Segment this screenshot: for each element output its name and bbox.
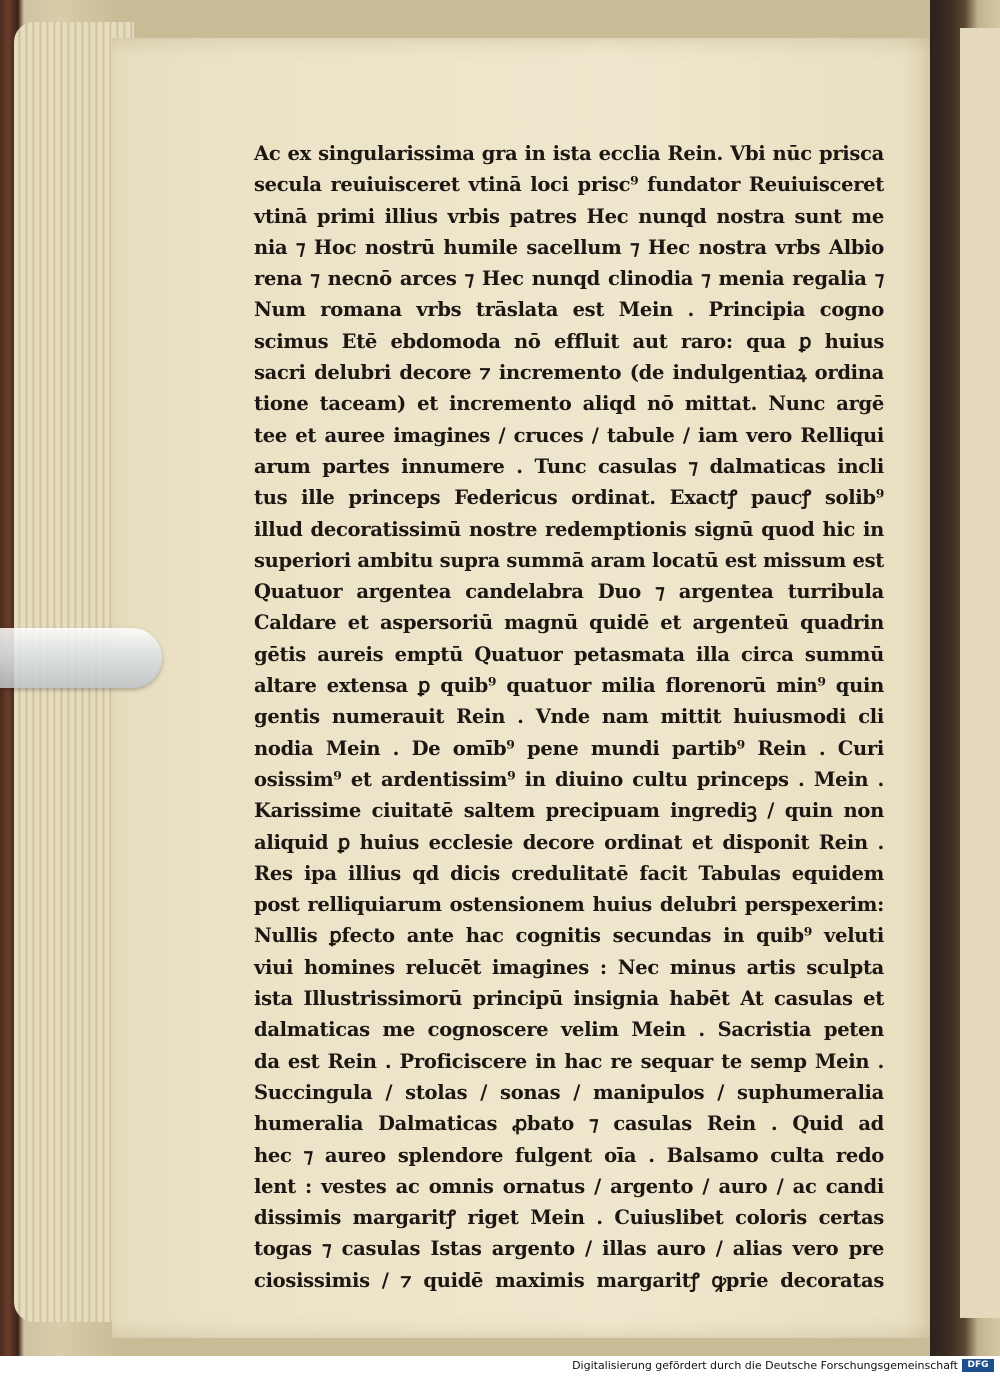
text-line: post relliquiarum ostensionem huius delubri perspexerim: [254, 893, 884, 917]
text-line: nodia Mein . De omīb⁹ pene mundi partib⁹ Rein . Curi [254, 736, 884, 760]
text-line: scimus Etē ebdomoda nō effluit aut raro: qua ꝑ huius [254, 329, 884, 353]
text-line: gentis numerauit Rein . Vnde nam mittit huiusmodi cli [254, 705, 884, 729]
text-line: da est Rein . Proficiscere in hac re sequar te semp Mein . [254, 1049, 884, 1073]
text-line: ista Illustrissimorū principū insignia habēt At casulas et [254, 987, 884, 1011]
text-line: tione taceam) et incremento aliqd nō mittat. Nunc argē [254, 392, 884, 416]
text-line: humeralia Dalmaticas ꝓbato ⁊ casulas Rein . Quid ad [254, 1112, 884, 1136]
text-line: lent : vestes ac omnis ornatus / argento / auro / ac candi [254, 1174, 884, 1198]
text-line: rena ⁊ necnō arces ⁊ Hec nunqd clinodia ⁊ menia regalia ⁊ [254, 267, 884, 291]
footer-bar [0, 1356, 1000, 1376]
text-line: Karissime ciuitatē saltem precipuam ingrediꝫ / quin non [254, 799, 884, 823]
text-line: tus ille princeps Federicus ordinat. Exactꝭ paucꝭ solib⁹ [254, 486, 884, 510]
text-line: hec ⁊ aureo splendore fulgent oīa . Balsamo culta redo [254, 1143, 884, 1167]
text-line: ciosissimis / ⁊ quidē maximis margaritꝭ ꝙprie decoratas [254, 1268, 884, 1292]
dfg-logo: DFG [962, 1359, 994, 1372]
text-line: altare extensa ꝑ quib⁹ quatuor milia florenorū min⁹ quin [254, 674, 884, 698]
text-line: secula reuiuisceret vtinā loci prisc⁹ fundator Reuiuisceret [254, 173, 884, 197]
text-line: sacri delubri decore ⁊ incremento (de indulgentiaꝝ ordina [254, 361, 884, 385]
text-line: aliquid ꝑ huius ecclesie decore ordinat et disponit Rein . [254, 830, 884, 854]
text-line: Nullis ꝑfecto ante hac cognitis secundas in quib⁹ veluti [254, 924, 884, 948]
page-holder-clip [0, 628, 162, 688]
text-line: Caldare et aspersoriū magnū quidē et argenteū quadrin [254, 611, 884, 635]
text-line: nia ⁊ Hoc nostrū humile sacellum ⁊ Hec nostra vrbs Albio [254, 235, 884, 259]
text-line: Quatuor argentea candelabra Duo ⁊ argentea turribula [254, 580, 884, 604]
text-line: vtinā primi illius vrbis patres Hec nunqd nostra sunt me [254, 204, 884, 228]
text-line: dalmaticas me cognoscere velim Mein . Sacristia peten [254, 1018, 884, 1042]
text-line: Res ipa illius qd dicis credulitatē facit Tabulas equidem [254, 861, 884, 885]
text-line: gētis aureis emptū Quatuor petasmata illa circa summū [254, 642, 884, 666]
text-line: Num romana vrbs trāslata est Mein . Principia cogno [254, 298, 884, 322]
text-line: Ac ex singularissima gra in ista ecclia Rein. Vbi nūc prisca [254, 142, 884, 165]
text-line: tee et auree imagines / cruces / tabule / iam vero Relliqui [254, 423, 884, 447]
printed-text-block [254, 138, 884, 1296]
text-line: osissim⁹ et ardentissim⁹ in diuino cultu princeps . Mein . [254, 767, 884, 791]
text-line: viui homines relucēt imagines : Nec minus artis sculpta [254, 955, 884, 979]
text-line: illud decoratissimū nostre redemptionis signū quod hic in [254, 517, 884, 541]
text-line: dissimis margaritꝭ riget Mein . Cuiuslibet coloris certas [254, 1206, 884, 1230]
footer-credit: Digitalisierung gefördert durch die Deutsche Forschungsgemeinschaft [572, 1359, 958, 1372]
text-line: arum partes innumere . Tunc casulas ⁊ dalmaticas incli [254, 454, 884, 478]
text-line: togas ⁊ casulas Istas argento / illas auro / alias vero pre [254, 1237, 884, 1261]
facing-page-edge [960, 28, 1000, 1318]
text-line: superiori ambitu supra summā aram locatū est missum est [254, 548, 884, 572]
text-line: Succingula / stolas / sonas / manipulos / suphumeralia [254, 1080, 884, 1104]
